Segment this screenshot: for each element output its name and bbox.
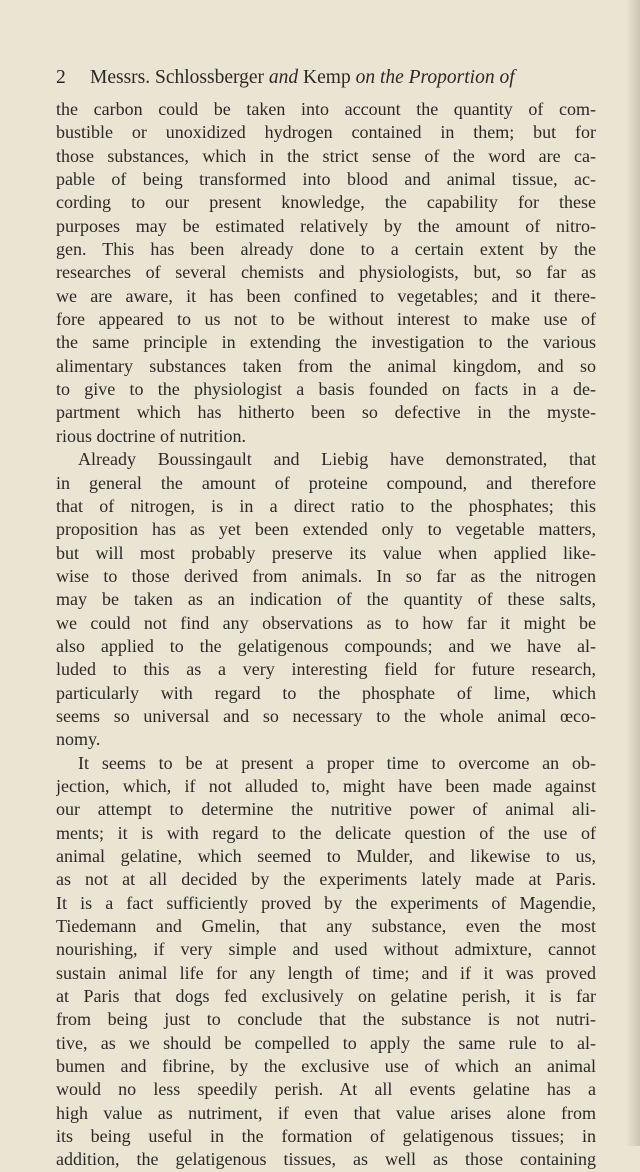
text-line: we are aware, it has been confined to vegetables; and it there- [56, 285, 596, 306]
text-line: proposition has as yet been extended only to vegetable matters, [56, 519, 596, 540]
text-line: particularly with regard to the phosphate of lime, which [56, 682, 596, 703]
text-line: also applied to the gelatigenous compounds; and we have al- [56, 635, 596, 656]
text-line: tive, as we should be compelled to apply the same rule to al- [56, 1032, 596, 1053]
text-line: cording to our present knowledge, the capability for these [56, 192, 596, 213]
text-line: animal gelatine, which seemed to Mulder, and likewise to us, [56, 846, 596, 866]
text-line: alimentary substances taken from the animal kingdom, and so [56, 355, 596, 376]
text-line: the carbon could be taken into account the quantity of com- [56, 99, 596, 119]
text-line: It is a fact sufficiently proved by the experiments of Magendie, [56, 892, 596, 913]
text-line: our attempt to determine the nutritive power of animal ali- [56, 799, 596, 820]
text-line: ments; it is with regard to the delicate question of the use of [56, 822, 596, 843]
body-text [56, 98, 596, 1172]
running-title-subject: on the Proportion of [355, 67, 515, 88]
paragraph-start-line: It seems to be at present a proper time to overcome an ob- [78, 752, 596, 773]
text-line: Tiedemann and Gmelin, that any substance, even the most [56, 916, 596, 937]
text-line: luded to this as a very interesting field for future research, [56, 659, 596, 680]
text-line: jection, which, if not alluded to, might have been made against [56, 775, 596, 796]
paragraph-end-line: nomy. [56, 729, 101, 750]
text-line: purposes may be estimated relatively by the amount of nitro- [56, 215, 596, 236]
text-line: as not at all decided by the experiments lately made at Paris. [56, 869, 596, 890]
text-line: the same principle in extending the investigation to the various [56, 332, 596, 353]
text-line: wise to those derived from animals. In so far as the nitrogen [56, 565, 596, 586]
text-line: researches of several chemists and physiologists, but, so far as [56, 262, 596, 283]
text-line: may be taken as an indication of the quantity of these salts, [56, 589, 596, 610]
text-line: pable of being transformed into blood and animal tissue, ac- [56, 169, 596, 190]
text-line: partment which has hitherto been so defective in the myste- [56, 402, 596, 423]
page-edge-shadow [626, 0, 640, 1146]
text-line: from being just to conclude that the substance is not nutri- [56, 1009, 596, 1030]
text-line: fore appeared to us not to be without interest to make use of [56, 309, 596, 330]
text-line: that of nitrogen, is in a direct ratio to the phosphates; this [56, 495, 596, 516]
running-title-and: and [268, 67, 299, 88]
text-line: at Paris that dogs fed exclusively on gelatine perish, it is far [56, 986, 596, 1007]
text-line: would no less speedily perish. At all events gelatine has a [56, 1079, 596, 1100]
running-title [90, 64, 515, 92]
paragraph-end-line: rious doctrine of nutrition. [56, 425, 246, 446]
text-line: nourishing, if very simple and used without admixture, cannot [56, 939, 596, 960]
paragraph-start-line: Already Boussingault and Liebig have demonstrated, that [78, 449, 596, 470]
page-number: 2 [56, 67, 66, 88]
text-line: those substances, which in the strict sense of the word are ca- [56, 145, 596, 166]
text-line: to give to the physiologist a basis founded on facts in a de- [56, 379, 596, 400]
text-line: its being useful in the formation of gelatigenous tissues; in [56, 1126, 596, 1147]
text-line: we could not find any observations as to how far it might be [56, 612, 596, 633]
text-line: gen. This has been already done to a certain extent by the [56, 239, 596, 260]
text-line: addition, the gelatigenous tissues, as well as those containing [56, 1149, 596, 1170]
text-line: bustible or unoxidized hydrogen contained in them; but for [56, 122, 596, 143]
text-line: sustain animal life for any length of time; and if it was proved [56, 962, 596, 983]
running-title-kemp: Kemp [298, 67, 356, 88]
text-line: in general the amount of proteine compound, and therefore [56, 472, 596, 493]
running-title-authors: Messrs. Schlossberger [90, 67, 269, 88]
text-line: but will most probably preserve its value when applied like- [56, 542, 596, 563]
text-line: high value as nutriment, if even that value arises alone from [56, 1102, 596, 1123]
running-header [56, 64, 596, 92]
text-line: seems so universal and so necessary to the whole animal œco- [56, 705, 596, 726]
text-line: bumen and fibrine, by the exclusive use of which an animal [56, 1056, 596, 1077]
